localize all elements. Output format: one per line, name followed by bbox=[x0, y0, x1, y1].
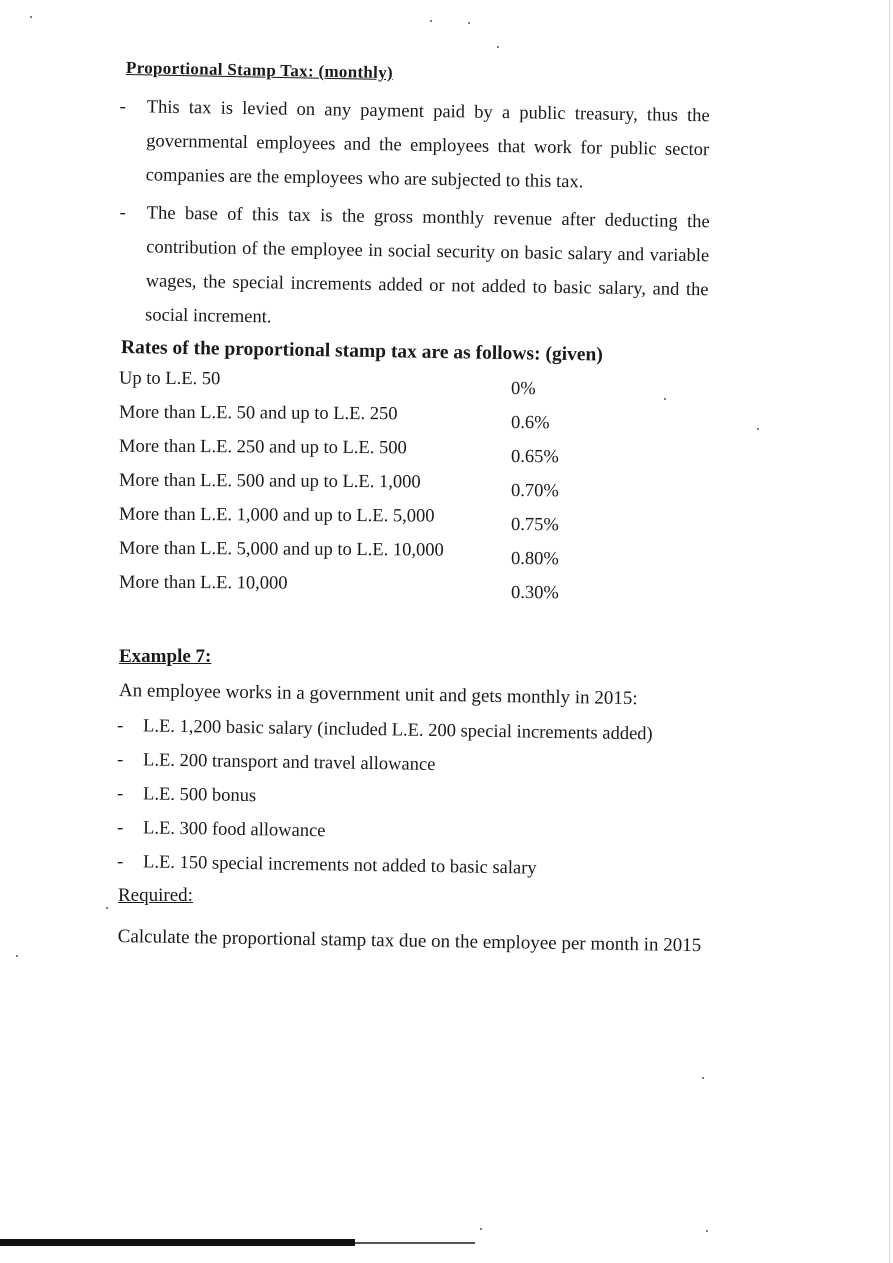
rate-row bbox=[119, 573, 589, 610]
rate-bracket: More than L.E. 500 and up to L.E. 1,000 bbox=[118, 470, 421, 493]
list-item-text: L.E. 150 special increments not added to basic salary bbox=[142, 852, 537, 879]
list-item bbox=[116, 784, 257, 818]
scan-speck bbox=[468, 22, 470, 24]
scan-speck bbox=[106, 907, 108, 909]
rates-heading: Rates of the proportional stamp tax are as follows: (given) bbox=[120, 337, 603, 366]
scan-speck bbox=[430, 20, 432, 22]
rate-row bbox=[119, 369, 589, 406]
rate-percent: 0.80% bbox=[510, 548, 559, 570]
scan-speck bbox=[702, 1077, 704, 1079]
rate-percent: 0.30% bbox=[510, 582, 559, 604]
rate-bracket: Up to L.E. 50 bbox=[118, 368, 221, 390]
bullet-marker: - bbox=[116, 852, 124, 873]
rate-row bbox=[119, 437, 589, 474]
bullet-marker: - bbox=[116, 818, 124, 839]
scan-speck bbox=[706, 1230, 708, 1232]
scan-speck bbox=[757, 428, 759, 430]
bullet-marker: - bbox=[119, 96, 127, 118]
example-heading: Example 7: bbox=[119, 646, 212, 667]
bullet-marker: - bbox=[119, 202, 127, 224]
scan-speck bbox=[30, 16, 32, 18]
rate-row bbox=[119, 403, 589, 440]
list-item bbox=[116, 716, 653, 750]
scan-artifact-bar bbox=[0, 1239, 355, 1246]
required-label: Required: bbox=[118, 885, 193, 906]
rate-bracket: More than L.E. 10,000 bbox=[118, 572, 288, 594]
section-title: Proportional Stamp Tax: (monthly) bbox=[125, 58, 394, 83]
bullet-item-base bbox=[118, 196, 710, 341]
rate-bracket: More than L.E. 1,000 and up to L.E. 5,000 bbox=[118, 504, 435, 527]
required-text: Calculate the proportional stamp tax due on the employee per month in 2015 bbox=[117, 925, 702, 957]
scan-speck bbox=[664, 398, 666, 400]
bullet-text: This tax is levied on any payment paid by a public treasury, thus the governmental employees and the employees that work for public sector companies are the employees who are subjected to this tax. bbox=[145, 97, 710, 193]
bullet-text: The base of this tax is the gross monthly revenue after deducting the contribution of the employee in social security on basic salary and variable wages, the special increments added or not added to basic salary, and the social increment. bbox=[144, 203, 710, 328]
list-item-text: L.E. 300 food allowance bbox=[142, 818, 326, 842]
rates-table bbox=[119, 370, 589, 608]
scan-speck bbox=[16, 955, 18, 957]
rate-bracket: More than L.E. 50 and up to L.E. 250 bbox=[118, 402, 398, 425]
list-item-text: L.E. 500 bonus bbox=[142, 784, 257, 807]
list-item bbox=[116, 852, 537, 886]
bullet-marker: - bbox=[116, 716, 124, 737]
list-item bbox=[116, 750, 436, 784]
rate-percent: 0.65% bbox=[510, 446, 559, 468]
bullet-item-levy bbox=[118, 90, 710, 201]
bullet-marker: - bbox=[116, 784, 124, 805]
scan-speck bbox=[497, 46, 499, 48]
rate-bracket: More than L.E. 5,000 and up to L.E. 10,000 bbox=[118, 538, 444, 561]
rate-percent: 0.70% bbox=[510, 480, 559, 502]
rate-row bbox=[119, 471, 589, 508]
example-intro: An employee works in a government unit and gets monthly in 2015: bbox=[118, 680, 638, 710]
scan-edge bbox=[889, 0, 890, 1263]
list-item bbox=[116, 818, 326, 852]
rate-bracket: More than L.E. 250 and up to L.E. 500 bbox=[118, 436, 407, 459]
scan-artifact-line bbox=[355, 1242, 475, 1244]
rate-row bbox=[119, 505, 589, 542]
scan-speck bbox=[480, 1228, 482, 1230]
rate-percent: 0% bbox=[510, 378, 536, 400]
list-item-text: L.E. 200 transport and travel allowance bbox=[142, 750, 436, 775]
rate-percent: 0.75% bbox=[510, 514, 559, 536]
bullet-marker: - bbox=[116, 750, 124, 771]
rate-percent: 0.6% bbox=[510, 412, 550, 434]
list-item-text: L.E. 1,200 basic salary (included L.E. 200 special increments added) bbox=[142, 716, 653, 745]
rate-row bbox=[119, 539, 589, 576]
